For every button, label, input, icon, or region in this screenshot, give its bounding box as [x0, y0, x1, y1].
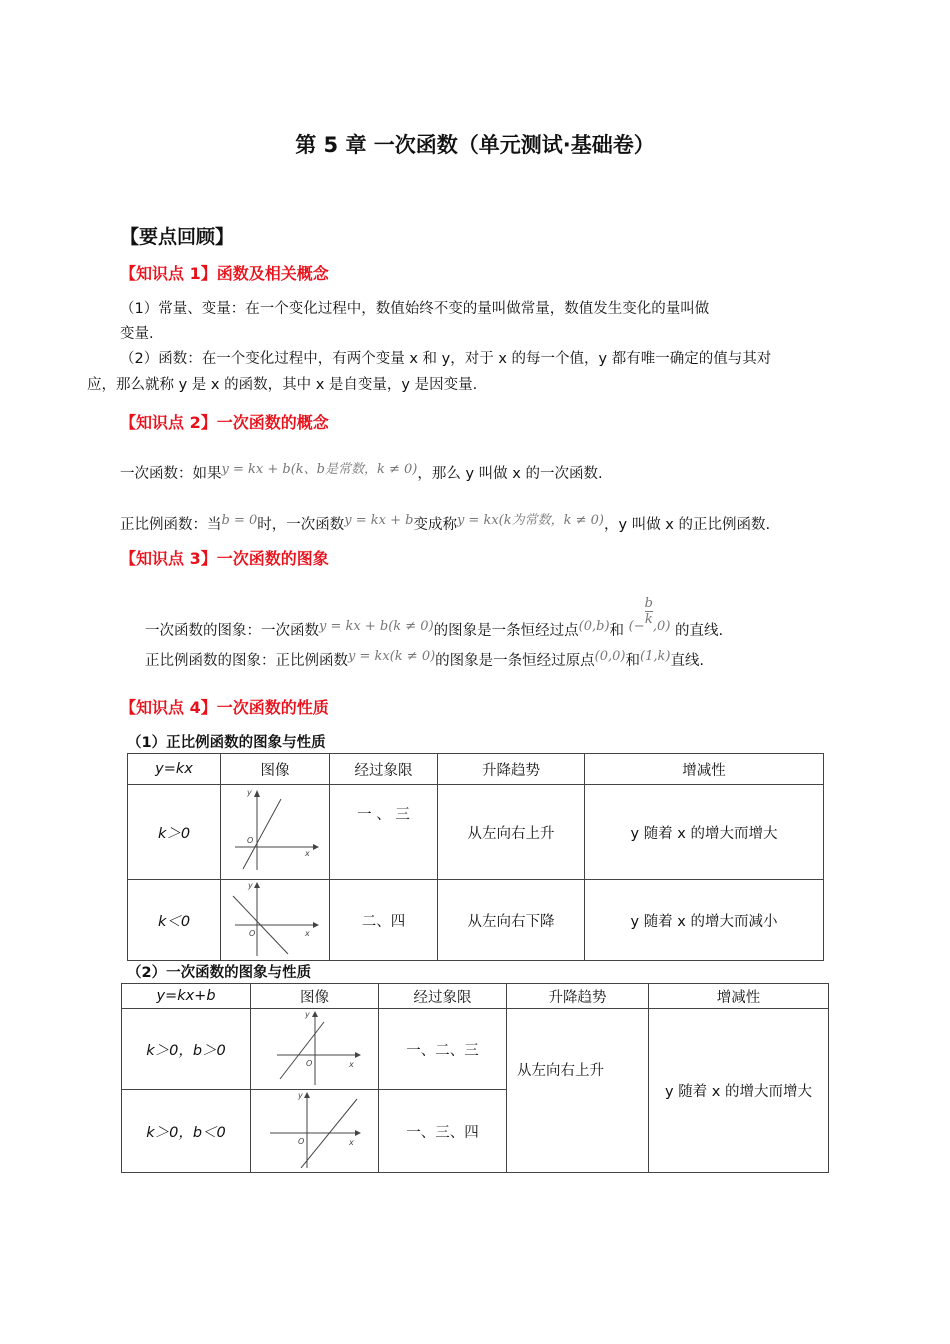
kp1-heading: 【知识点 1】函数及相关概念 [120, 264, 329, 283]
text: 正比例函数的图象：正比例函数 [145, 653, 348, 669]
arrow-icon [355, 1130, 361, 1136]
arrow-icon [304, 1092, 310, 1098]
x-label: x [348, 1138, 354, 1147]
text: 的图象是一条恒经过点 [433, 623, 579, 639]
y-label: y [248, 881, 253, 890]
cond-cell: k＞0 [128, 785, 221, 880]
arrow-icon [313, 844, 319, 850]
formula: y = kx + b(k ≠ 0) [319, 619, 434, 634]
formula: (− [628, 619, 645, 634]
text: 和 [609, 623, 625, 639]
arrow-icon [254, 790, 260, 797]
trend-cell: 从左向右下降 [438, 880, 585, 961]
header-cell: 图像 [221, 754, 330, 785]
graph-line [280, 1022, 324, 1079]
text: 和 [625, 653, 640, 669]
header-cell: y=kx [128, 754, 221, 785]
quadrant-cell: 一、二、三 [379, 1009, 507, 1090]
kp4-heading: 【知识点 4】一次函数的性质 [120, 698, 329, 717]
y-label: y [247, 788, 252, 797]
x-label: x [305, 929, 310, 938]
graph-k-positive [225, 785, 325, 875]
formula: y = kx + b(k、b是常数，k ≠ 0) [221, 462, 418, 477]
header-cell: 经过象限 [330, 754, 438, 785]
cond-cell: k＞0，b＜0 [122, 1090, 251, 1173]
graph-k-pos-b-neg [265, 1090, 365, 1168]
formula: y = kx(k为常数，k ≠ 0) [456, 513, 604, 528]
kp3-line2 [145, 649, 704, 670]
arrow-icon [254, 882, 260, 888]
kp1-p1a: （1）常量、变量：在一个变化过程中，数值始终不变的量叫做常量，数值发生变化的量叫做 [120, 301, 710, 317]
text: 一次函数：如果 [120, 466, 222, 482]
table-linear [121, 983, 829, 1173]
graph-k-pos-b-pos [265, 1009, 365, 1085]
kp1-p2b: 应，那么就称 y 是 x 的函数，其中 x 是自变量，y 是因变量. [87, 377, 478, 393]
text: 正比例函数：当 [120, 517, 222, 533]
table1-caption: （1）正比例函数的图象与性质 [127, 735, 326, 751]
header-cell: y=kx+b [122, 984, 251, 1009]
text: 的图象是一条恒经过原点 [435, 653, 595, 669]
header-cell: 增减性 [585, 754, 824, 785]
numerator: b [644, 596, 653, 611]
arrow-icon [355, 1052, 361, 1058]
kp2-heading: 【知识点 2】一次函数的概念 [120, 413, 329, 432]
cond-cell: k＜0 [128, 880, 221, 961]
kp3-line1 [145, 596, 724, 640]
cond-cell: k＞0，b＞0 [122, 1009, 251, 1090]
origin-label: O [305, 1059, 312, 1068]
quadrant-cell: 一、三、四 [379, 1090, 507, 1173]
graph-line [243, 799, 281, 869]
header-cell: 升降趋势 [438, 754, 585, 785]
x-label: x [305, 849, 310, 858]
origin-label: O [297, 1137, 304, 1146]
monotonic-cell: y 随着 x 的增大而减小 [585, 880, 824, 961]
text: ，y 叫做 x 的正比例函数. [604, 517, 771, 533]
header-cell: 经过象限 [379, 984, 507, 1009]
x-label: x [348, 1060, 354, 1069]
table2-caption: （2）一次函数的图象与性质 [127, 965, 312, 981]
graph-cell [251, 1009, 379, 1090]
formula: y = kx(k ≠ 0) [348, 649, 436, 664]
graph-cell [251, 1090, 379, 1173]
section-heading: 【要点回顾】 [120, 226, 235, 248]
text: 变成称 [413, 517, 457, 533]
table-header [122, 984, 829, 1009]
origin-label: O [249, 929, 256, 938]
graph-k-negative [225, 880, 325, 956]
kp3-heading: 【知识点 3】一次函数的图象 [120, 549, 329, 568]
origin-label: O [247, 836, 254, 845]
text: 一次函数的图象：一次函数 [145, 623, 319, 639]
formula: y = kx + b [344, 513, 414, 528]
text: 的直线. [675, 623, 724, 639]
header-cell: 图像 [251, 984, 379, 1009]
header-cell: 升降趋势 [507, 984, 649, 1009]
kp2-line1 [120, 462, 603, 483]
arrow-icon [312, 1011, 318, 1017]
kp1-p2a: （2）函数：在一个变化过程中，有两个变量 x 和 y，对于 x 的每一个值，y 都有唯一确定的值与其对 [120, 351, 772, 367]
arrow-icon [313, 922, 319, 928]
monotonic-cell: y 随着 x 的增大而增大 [649, 1009, 829, 1173]
table-proportional [127, 753, 824, 961]
text: ，那么 y 叫做 x 的一次函数. [417, 466, 603, 482]
fraction [645, 596, 653, 627]
graph-cell [221, 880, 330, 961]
monotonic-cell: y 随着 x 的增大而增大 [585, 785, 824, 880]
kp1-p1b: 变量. [120, 326, 154, 342]
trend-cell: 从左向右上升 [507, 1009, 649, 1173]
table-row [122, 1009, 829, 1090]
trend-cell: 从左向右上升 [438, 785, 585, 880]
quadrant-cell: 一 、 三 [330, 785, 438, 880]
page-title: 第 5 章 一次函数（单元测试·基础卷） [295, 133, 655, 157]
table-row [128, 880, 824, 961]
formula: ,0) [652, 619, 671, 634]
formula: (1,k) [640, 649, 671, 664]
formula: b = 0 [221, 513, 258, 528]
y-label: y [297, 1091, 303, 1100]
formula: (0,b) [578, 619, 610, 634]
header-cell: 增减性 [649, 984, 829, 1009]
table-header [128, 754, 824, 785]
denominator: k [644, 612, 653, 627]
graph-cell [221, 785, 330, 880]
formula: (0,0) [594, 649, 626, 664]
table-row [128, 785, 824, 880]
text: 直线. [670, 653, 705, 669]
text: 时，一次函数 [257, 517, 345, 533]
y-label: y [304, 1010, 310, 1019]
quadrant-cell: 二、四 [330, 880, 438, 961]
kp2-line2 [120, 513, 770, 534]
